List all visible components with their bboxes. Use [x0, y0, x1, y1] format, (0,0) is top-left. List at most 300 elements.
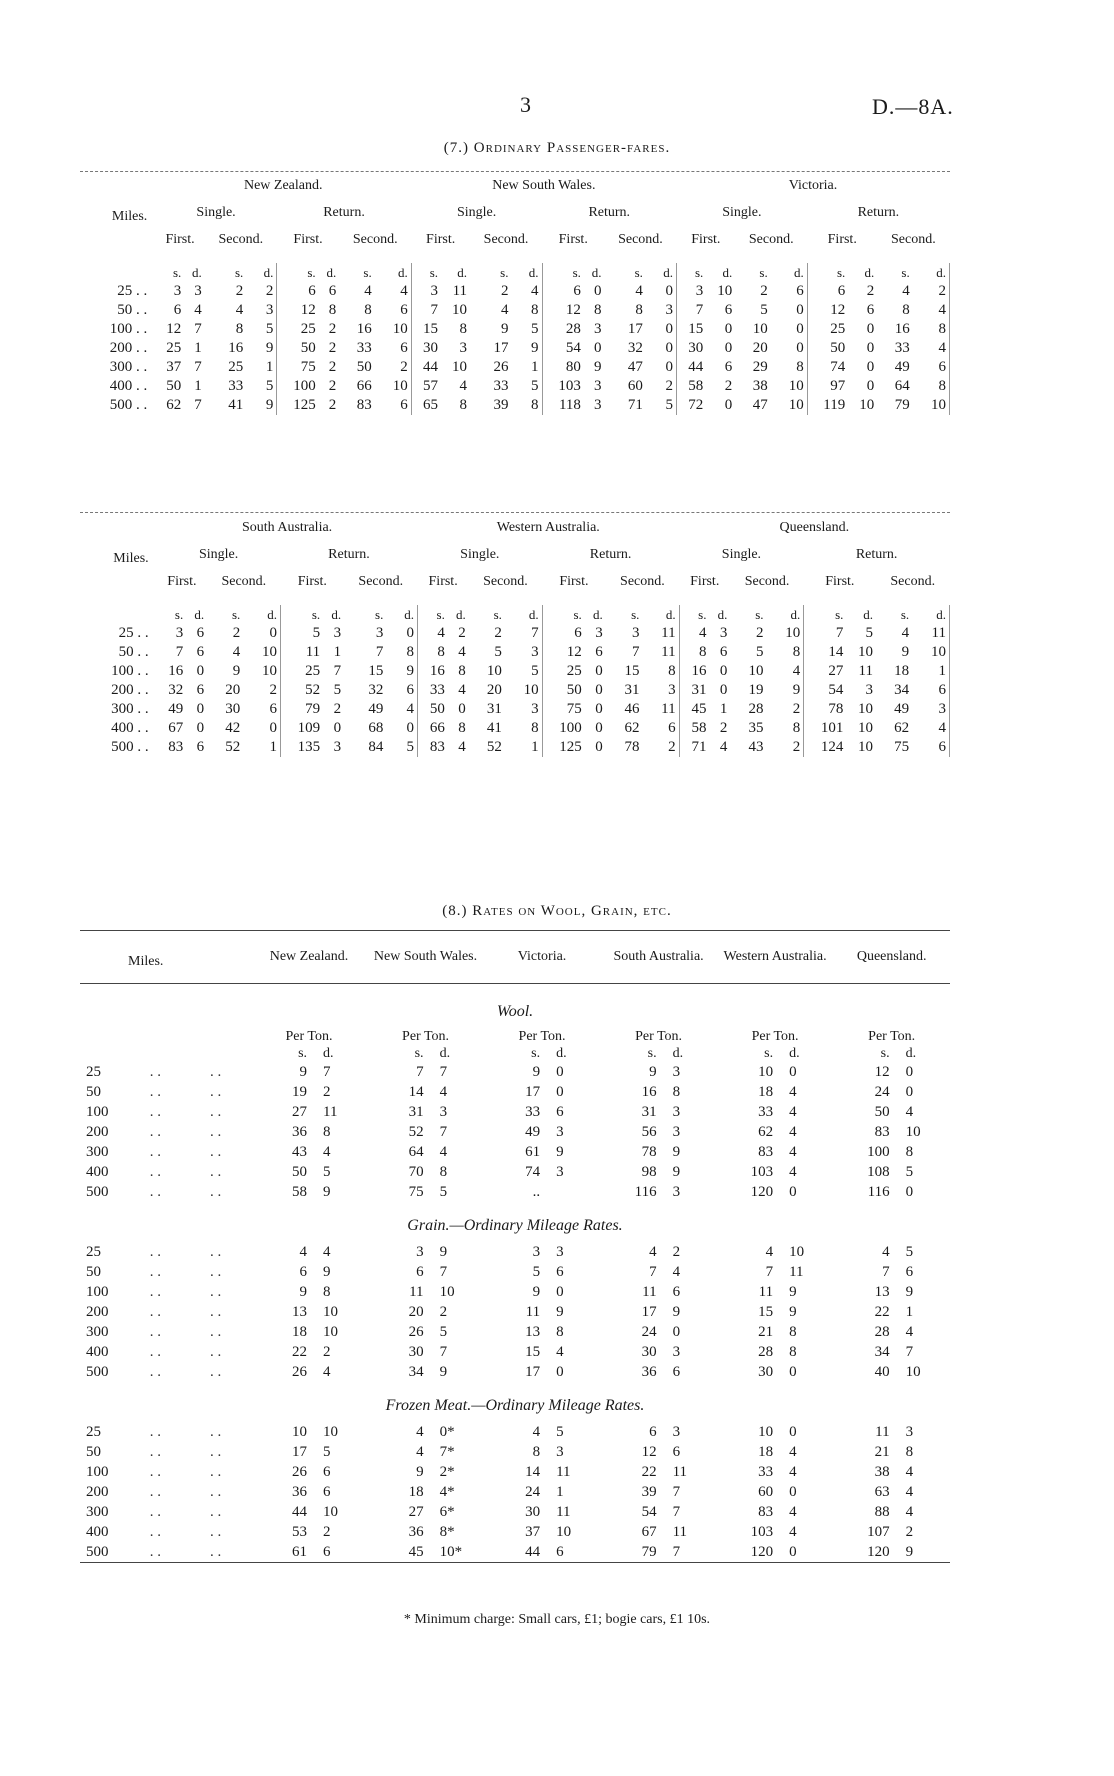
rate-shillings: 4	[299, 1244, 308, 1260]
fare-shillings: 16	[356, 321, 372, 337]
fare-shillings: 32	[627, 340, 643, 356]
fare-pence: 11	[642, 643, 679, 662]
rate-shillings: 3	[532, 1244, 541, 1260]
rate-pence: 2	[323, 1524, 331, 1540]
fare-shillings: 44	[688, 359, 704, 375]
leader-dots: . .	[209, 1064, 222, 1080]
shillings-unit: s.	[759, 265, 768, 280]
miles-value: 25 . .	[118, 625, 149, 641]
fare-shillings: 31	[486, 701, 502, 717]
rate-pence: 3	[672, 1344, 681, 1360]
fare-pence: 10	[857, 644, 873, 660]
fare-pence: 0	[593, 340, 602, 356]
rate-pence: 0	[556, 1364, 564, 1380]
region-header: Western Australia.	[496, 520, 600, 535]
rate-shillings: 52	[408, 1124, 424, 1140]
rate-shillings: 27	[408, 1504, 424, 1520]
rate-shillings: 40	[874, 1364, 890, 1380]
leader-dots: . .	[209, 1304, 222, 1320]
rate-pence: 4	[789, 1444, 797, 1460]
fare-pence: 0	[386, 624, 417, 643]
fare-pence: 7	[194, 321, 202, 337]
fare-shillings: 17	[493, 340, 509, 356]
leader-dots: . .	[209, 1284, 222, 1300]
rate-pence: 3	[439, 1104, 448, 1120]
fare-pence: 0	[595, 682, 603, 698]
leader-dots: . .	[209, 1344, 222, 1360]
miles-value: 500	[86, 1544, 109, 1560]
miles-value: 50 . .	[117, 302, 148, 318]
fare-pence: 9	[246, 339, 277, 358]
rate-shillings: 54	[641, 1504, 657, 1520]
second-class-header: Second.	[891, 232, 936, 247]
fare-shillings: 50	[356, 359, 372, 375]
footnote: * Minimum charge: Small cars, £1; bogie cars, £1 10s.	[403, 1612, 711, 1627]
fare-shillings: 62	[894, 720, 910, 736]
leader-dots: . .	[149, 1444, 161, 1460]
fare-shillings: 58	[691, 720, 707, 736]
leader-dots: . .	[149, 1164, 161, 1180]
fare-shillings: 78	[624, 739, 640, 755]
rate-pence: 6	[672, 1444, 681, 1460]
blank	[82, 572, 157, 591]
miles-value: 300	[86, 1144, 109, 1160]
pence-unit: d.	[646, 263, 677, 282]
fare-shillings: 33	[356, 340, 372, 356]
fare-pence: 10	[857, 720, 873, 736]
shillings-unit: s.	[631, 607, 640, 622]
second-class-header: Second.	[620, 574, 665, 589]
rates-subsection-title: Frozen Meat.—Ordinary Mileage Rates.	[385, 1397, 645, 1414]
shillings-unit: s.	[835, 607, 844, 622]
region-header: South Australia.	[241, 520, 333, 535]
rate-shillings: 30	[758, 1364, 774, 1380]
rate-shillings: 21	[758, 1324, 774, 1340]
fare-pence: 2	[328, 397, 337, 413]
fare-pence: 6	[196, 625, 205, 641]
fare-shillings: 12	[300, 302, 316, 318]
fare-pence: 2	[333, 701, 342, 717]
miles-value: 200	[86, 1304, 109, 1320]
fare-shillings: 41	[228, 397, 244, 413]
fare-shillings: 10	[752, 321, 768, 337]
pence-unit: d.	[192, 265, 202, 280]
fare-pence: 0	[866, 340, 875, 356]
fare-shillings: 49	[368, 701, 384, 717]
fare-shillings: 50	[566, 682, 582, 698]
rate-pence: 2	[905, 1524, 914, 1540]
fare-pence: 2	[458, 625, 466, 641]
region-column-header: Victoria.	[517, 949, 567, 964]
fare-pence: 0	[646, 339, 677, 358]
region-column-header: South Australia.	[613, 949, 704, 964]
rate-pence: 7	[439, 1064, 448, 1080]
pence-unit: d.	[511, 263, 542, 282]
rate-shillings: 7	[416, 1064, 424, 1080]
fare-pence: 4	[458, 644, 466, 660]
fare-pence: 10	[243, 643, 280, 662]
rate-shillings: 18	[408, 1484, 424, 1500]
single-header: Single.	[198, 547, 239, 562]
rate-shillings: 9	[649, 1064, 657, 1080]
rate-shillings: 4	[882, 1244, 890, 1260]
pence-unit: d.	[457, 265, 468, 280]
fare-pence: 6	[196, 739, 205, 755]
fare-shillings: 2	[232, 625, 241, 641]
fare-shillings: 7	[695, 302, 704, 318]
fare-pence: 3	[505, 700, 542, 719]
fare-pence: 3	[912, 700, 949, 719]
fare-pence: 8	[771, 358, 808, 377]
rate-shillings: 34	[874, 1344, 890, 1360]
fare-pence: 0	[196, 720, 205, 736]
rate-shillings: 44	[292, 1504, 308, 1520]
fare-shillings: 57	[423, 378, 439, 394]
rate-shillings: 31	[408, 1104, 424, 1120]
rate-pence: 5	[905, 1244, 914, 1260]
rate-pence: 4	[672, 1264, 681, 1280]
shillings-unit: s.	[572, 265, 581, 280]
miles-value: 100	[86, 1104, 109, 1120]
rate-pence: 3	[556, 1164, 564, 1180]
rate-pence: 11	[323, 1104, 338, 1120]
rate-shillings: 120	[867, 1544, 890, 1560]
leader-dots: . .	[209, 1184, 222, 1200]
fare-pence: 4	[719, 739, 728, 755]
leader-dots: . .	[149, 1244, 161, 1260]
rate-pence: 10	[323, 1324, 339, 1340]
fare-pence: 11	[642, 700, 679, 719]
fare-pence: 6	[243, 700, 280, 719]
second-class-header: Second.	[218, 232, 264, 247]
fare-shillings: 64	[894, 378, 910, 394]
per-ton-label: Per Ton.	[751, 1029, 799, 1044]
fare-pence: 1	[243, 738, 280, 757]
fares-table-2	[82, 518, 950, 757]
fare-shillings: 33	[894, 340, 910, 356]
fare-pence: 3	[459, 340, 468, 356]
rate-pence: 2*	[439, 1464, 455, 1480]
rate-pence: 0	[556, 1284, 564, 1300]
rate-shillings: 44	[525, 1544, 541, 1560]
leader-dots: . .	[209, 1504, 222, 1520]
miles-value: 50	[86, 1084, 101, 1100]
rate-shillings: 67	[641, 1524, 657, 1540]
shillings-unit: s.	[755, 607, 764, 622]
rate-shillings: 83	[758, 1504, 774, 1520]
region-column-header: Queensland.	[856, 949, 927, 964]
fare-pence: 4	[458, 739, 466, 755]
fare-shillings: 39	[493, 397, 509, 413]
fare-shillings: 125	[559, 739, 582, 755]
fare-pence: 7	[194, 359, 202, 375]
rate-shillings: 50	[874, 1104, 890, 1120]
miles-value: 50 . .	[118, 644, 149, 660]
fare-pence: 7	[333, 663, 342, 679]
rate-pence: 7	[672, 1544, 681, 1560]
fare-pence: 3	[642, 681, 679, 700]
rate-shillings: 61	[292, 1544, 308, 1560]
miles-value: 500	[86, 1364, 109, 1380]
fare-shillings: 2	[500, 283, 509, 299]
fare-pence: 9	[246, 396, 277, 415]
fare-shillings: 16	[691, 663, 707, 679]
rate-pence: 4	[323, 1244, 331, 1260]
fare-pence: 8	[913, 320, 950, 339]
fare-shillings: 33	[429, 682, 445, 698]
shillings-unit: s.	[429, 265, 439, 280]
rate-shillings: 4	[416, 1424, 424, 1440]
fare-shillings: 49	[894, 359, 910, 375]
rate-pence: 8	[439, 1164, 448, 1180]
pence-unit: d.	[505, 605, 542, 624]
leader-dots: . .	[149, 1504, 161, 1520]
fare-pence: 6	[595, 644, 603, 660]
fare-pence: 5	[511, 377, 542, 396]
leader-dots: . .	[149, 1324, 161, 1340]
fare-shillings: 3	[631, 625, 640, 641]
rate-pence: 9	[323, 1264, 331, 1280]
fare-shillings: 58	[688, 378, 704, 394]
fare-shillings: 75	[300, 359, 316, 375]
pence-unit: d.	[439, 1046, 451, 1061]
shillings-unit: s.	[531, 1046, 541, 1061]
fare-pence: 2	[328, 340, 337, 356]
shillings-unit: s.	[234, 265, 244, 280]
fare-shillings: 37	[166, 359, 182, 375]
fare-pence: 6	[866, 302, 875, 318]
shillings-unit: s.	[647, 1046, 657, 1061]
pence-unit: d.	[913, 263, 950, 282]
rate-shillings: 24	[641, 1324, 657, 1340]
rate-shillings: 36	[292, 1124, 308, 1140]
rate-pence: 0	[789, 1424, 797, 1440]
leader-dots: . .	[149, 1464, 161, 1480]
rate-shillings: 36	[641, 1364, 657, 1380]
fare-pence: 10	[912, 643, 949, 662]
leader-dots: . .	[149, 1144, 161, 1160]
fare-pence: 0	[196, 663, 205, 679]
fare-shillings: 84	[368, 739, 384, 755]
rate-pence: 6	[556, 1264, 564, 1280]
fare-shillings: 9	[232, 663, 241, 679]
fare-pence: 1	[246, 358, 277, 377]
fare-shillings: 100	[559, 720, 582, 736]
shillings-unit: s.	[172, 265, 182, 280]
rate-shillings: 31	[641, 1104, 657, 1120]
leader-dots: . .	[149, 1304, 161, 1320]
fare-pence: 8	[511, 301, 542, 320]
rate-pence: 2	[323, 1084, 331, 1100]
shillings-unit: s.	[694, 265, 704, 280]
rate-shillings: 107	[867, 1524, 890, 1540]
fare-pence: 10	[452, 302, 468, 318]
rate-shillings: 5	[532, 1264, 541, 1280]
rate-shillings: 116	[634, 1184, 657, 1200]
rate-pence: 4	[789, 1524, 797, 1540]
fare-pence: 9	[511, 339, 542, 358]
fare-pence: 2	[767, 738, 804, 757]
rate-pence: 10	[323, 1304, 339, 1320]
miles-value: 100 . .	[109, 321, 148, 337]
rate-pence: 0	[789, 1184, 797, 1200]
first-class-header: First.	[825, 574, 855, 589]
rate-pence: 4*	[439, 1484, 455, 1500]
rate-pence: 4	[556, 1344, 564, 1360]
blank	[82, 518, 157, 545]
fare-pence: 0	[243, 624, 280, 643]
fare-pence: 4	[375, 282, 412, 301]
rate-pence: 3	[672, 1424, 681, 1440]
rate-pence: 3	[672, 1064, 681, 1080]
fare-pence: 11	[642, 624, 679, 643]
fare-shillings: 2	[760, 283, 768, 299]
leader-dots: . .	[149, 1544, 161, 1560]
fare-shillings: 15	[688, 321, 704, 337]
rate-shillings: 43	[292, 1144, 308, 1160]
rate-shillings: 12	[641, 1444, 657, 1460]
fare-shillings: 47	[627, 359, 643, 375]
fare-pence: 3	[246, 301, 277, 320]
rate-shillings: 6	[299, 1264, 308, 1280]
fare-shillings: 3	[695, 283, 704, 299]
rate-pence: 4	[905, 1324, 914, 1340]
miles-value: 300	[86, 1324, 109, 1340]
miles-value: 50	[86, 1264, 101, 1280]
pence-unit: d.	[592, 607, 603, 622]
fare-shillings: 7	[835, 625, 844, 641]
rate-pence: 10	[789, 1244, 805, 1260]
fare-pence: 8	[767, 719, 804, 738]
rate-shillings: 13	[525, 1324, 541, 1340]
rate-pence: 1	[905, 1304, 914, 1320]
fare-shillings: 67	[168, 720, 184, 736]
rate-pence: 5	[323, 1444, 331, 1460]
fare-shillings: 31	[624, 682, 640, 698]
fare-shillings: 25	[830, 321, 846, 337]
fare-shillings: 8	[635, 302, 643, 318]
rate-pence: 5	[556, 1424, 564, 1440]
rate-pence: 2	[439, 1304, 448, 1320]
second-class-header: Second.	[483, 574, 528, 589]
rate-pence: 3	[556, 1444, 564, 1460]
first-class-header: First.	[827, 232, 857, 247]
fare-pence: 6	[912, 681, 949, 700]
fare-shillings: 119	[823, 397, 846, 413]
leader-dots: . .	[149, 1104, 161, 1120]
rate-pence: 8	[323, 1124, 331, 1140]
fare-pence: 8	[511, 396, 542, 415]
fare-pence: 5	[505, 662, 542, 681]
fare-shillings: 5	[494, 644, 502, 660]
miles-value: 200	[86, 1124, 109, 1140]
shillings-unit: s.	[375, 607, 384, 622]
fare-pence: 2	[328, 359, 337, 375]
rate-shillings: 100	[867, 1144, 890, 1160]
fare-pence: 1	[194, 340, 202, 356]
fare-shillings: 50	[166, 378, 182, 394]
fare-shillings: 2	[235, 283, 244, 299]
rate-shillings: 98	[641, 1164, 657, 1180]
fare-pence: 8	[505, 719, 542, 738]
fare-pence: 6	[375, 396, 412, 415]
fare-shillings: 15	[624, 663, 640, 679]
fare-shillings: 25	[166, 340, 182, 356]
fare-shillings: 15	[423, 321, 439, 337]
pence-unit: d.	[722, 265, 733, 280]
pence-unit: d.	[642, 605, 679, 624]
rate-shillings: 78	[641, 1144, 657, 1160]
return-header: Return.	[855, 547, 898, 562]
pence-unit: d.	[771, 263, 808, 282]
fare-pence: 6	[719, 644, 728, 660]
pence-unit: d.	[323, 1046, 334, 1061]
fare-shillings: 7	[631, 644, 640, 660]
fare-pence: 2	[246, 282, 277, 301]
fare-shillings: 42	[225, 720, 241, 736]
rate-pence: 3	[905, 1424, 914, 1440]
shillings-unit: s.	[414, 1046, 424, 1061]
rate-shillings: 19	[292, 1084, 308, 1100]
fare-shillings: 12	[830, 302, 846, 318]
fare-shillings: 19	[748, 682, 764, 698]
fare-pence: 3	[505, 643, 542, 662]
rate-pence: 6*	[439, 1504, 455, 1520]
fare-shillings: 50	[300, 340, 316, 356]
pence-unit: d.	[243, 605, 280, 624]
shillings-unit: s.	[298, 1046, 308, 1061]
pence-unit: d.	[905, 1046, 917, 1061]
rate-shillings: 11	[409, 1284, 424, 1300]
fare-pence: 11	[912, 624, 949, 643]
miles-value: 100	[86, 1284, 109, 1300]
rate-pence: 0*	[439, 1424, 455, 1440]
rate-shillings: 120	[750, 1184, 774, 1200]
rate-pence: 2	[323, 1344, 331, 1360]
rate-pence: 0	[789, 1364, 797, 1380]
rate-shillings: 11	[642, 1284, 657, 1300]
fare-shillings: 101	[820, 720, 844, 736]
rate-shillings: 11	[525, 1304, 541, 1320]
rate-shillings: 4	[532, 1424, 541, 1440]
rate-pence: 7	[439, 1344, 448, 1360]
rate-pence: 8	[789, 1344, 797, 1360]
shillings-unit: s.	[634, 265, 643, 280]
fare-pence: 3	[333, 625, 342, 641]
fare-shillings: 79	[305, 701, 321, 717]
rate-pence: 7*	[439, 1444, 455, 1460]
fare-pence: 1	[194, 378, 202, 394]
fare-shillings: 12	[565, 302, 581, 318]
miles-value: 400 . .	[109, 378, 148, 394]
fare-pence: 10	[717, 283, 733, 299]
rate-pence: 6	[672, 1364, 681, 1380]
rate-pence: 9	[556, 1304, 564, 1320]
fare-pence: 0	[646, 320, 677, 339]
fare-shillings: 6	[574, 625, 582, 641]
shillings-unit: s.	[764, 1046, 774, 1061]
fare-shillings: 118	[558, 397, 581, 413]
leader-dots: . .	[149, 1284, 161, 1300]
rate-shillings: 9	[532, 1284, 541, 1300]
fare-shillings: 4	[635, 283, 643, 299]
rate-shillings: 7	[765, 1264, 774, 1280]
single-header: Single.	[721, 547, 762, 562]
fare-pence: 4	[511, 282, 542, 301]
rate-pence: 4	[789, 1144, 797, 1160]
fare-pence: 2	[328, 321, 337, 337]
rate-shillings: 26	[408, 1324, 424, 1340]
